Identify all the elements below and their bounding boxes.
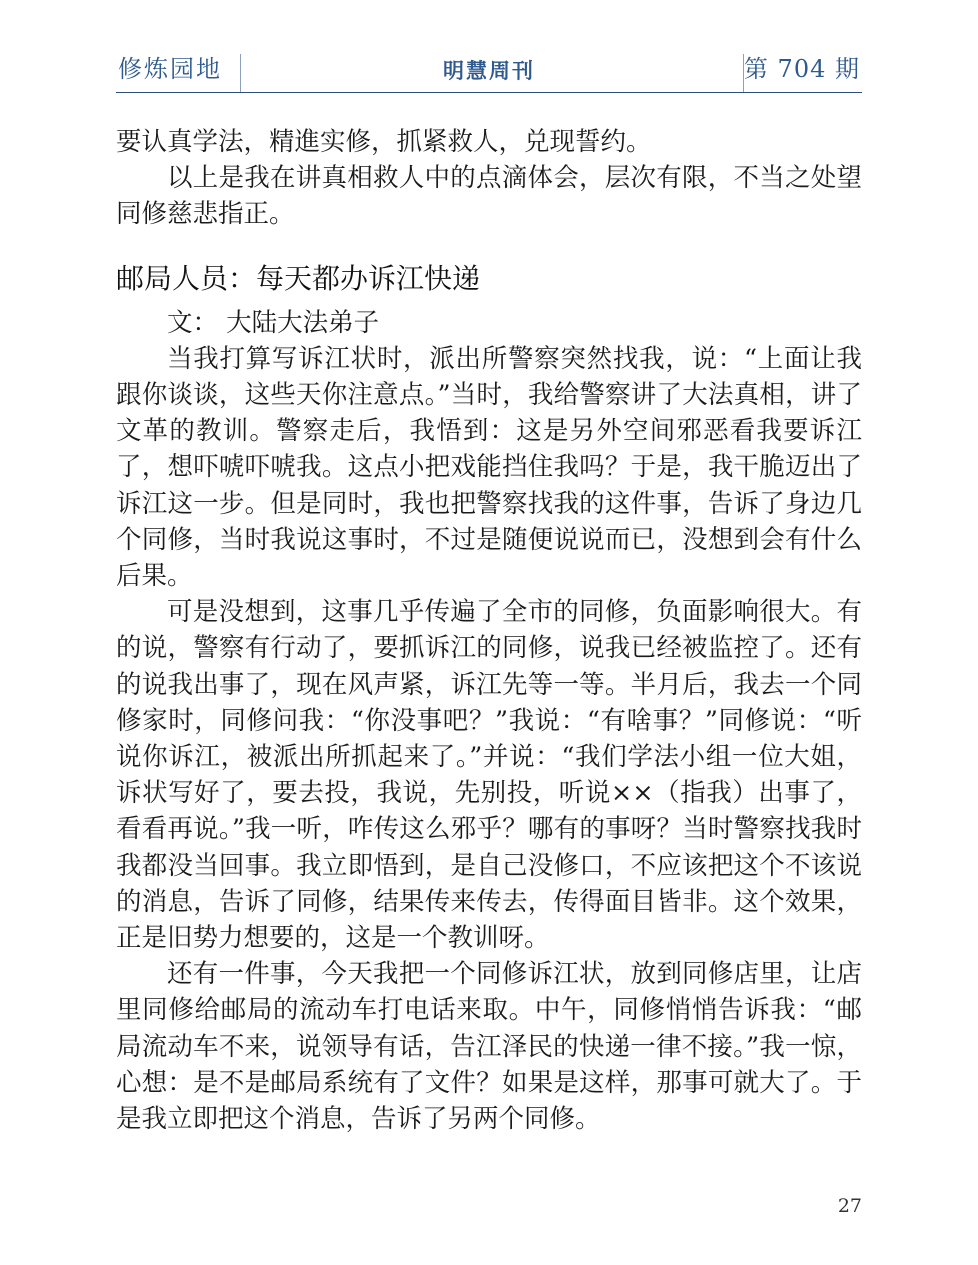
issue-number: 第 704 期 [743, 55, 860, 83]
page-number: 27 [837, 1195, 862, 1217]
page-body [116, 124, 862, 1137]
section-name: 修炼园地 [118, 55, 222, 83]
article-paragraph-2: 可是没想到，这事几乎传遍了全市的同修，负面影响很大。有的说，警察有行动了，要抓诉江的同修，说我已经被监控了。还有的说我出事了，现在风声紧，诉江先等一等。半月后，我去一个同修家时，同修问我：“你没事吧？”我说：“有啥事？”同修说：“听说你诉江，被派出所抓起来了。”并说：“我们学法小组一位大姐，诉状写好了，要去投，我说，先别投，听说××（指我）出事了，看看再说。”我一听，咋传这么邪乎？哪有的事呀？当时警察找我时我都没当回事。我立即悟到，是自己没修口，不应该把这个不该说的消息，告诉了同修，结果传来传去，传得面目皆非。这个效果，正是旧势力想要的，这是一个教训呀。 [116, 597, 862, 954]
intro-paragraph-1: 要认真学法，精進实修，抓紧救人，兑现誓约。 [116, 127, 652, 157]
publication-title: 明慧周刊 [443, 59, 535, 83]
page-header [116, 44, 862, 93]
intro-paragraph-2: 以上是我在讲真相救人中的点滴体会，层次有限，不当之处望同修慈悲指正。 [116, 163, 862, 230]
article-byline: 文： 大陆大法弟子 [167, 307, 380, 338]
article-paragraph-1: 当我打算写诉江状时，派出所警察突然找我，说：“上面让我跟你谈谈，这些天你注意点。”当时，我给警察讲了大法真相，讲了文革的教训。警察走后，我悟到：这是另外空间邪恶看我要诉江了，想吓唬吓唬我。这点小把戏能挡住我吗？于是，我干脆迈出了诉江这一步。但是同时，我也把警察找我的这件事，告诉了身边几个同修，当时我说这事时，不过是随便说说而已，没想到会有什么后果。 [116, 343, 862, 592]
article-paragraph-3: 还有一件事，今天我把一个同修诉江状，放到同修店里，让店里同修给邮局的流动车打电话来取。中午，同修悄悄告诉我：“邮局流动车不来，说领导有话，告江泽民的快递一律不接。”我一惊，心想：是不是邮局系统有了文件？如果是这样，那事可就大了。于是我立即把这个消息，告诉了另两个同修。 [116, 959, 862, 1135]
article-title: 邮局人员：每天都办诉江快递 [116, 261, 481, 295]
